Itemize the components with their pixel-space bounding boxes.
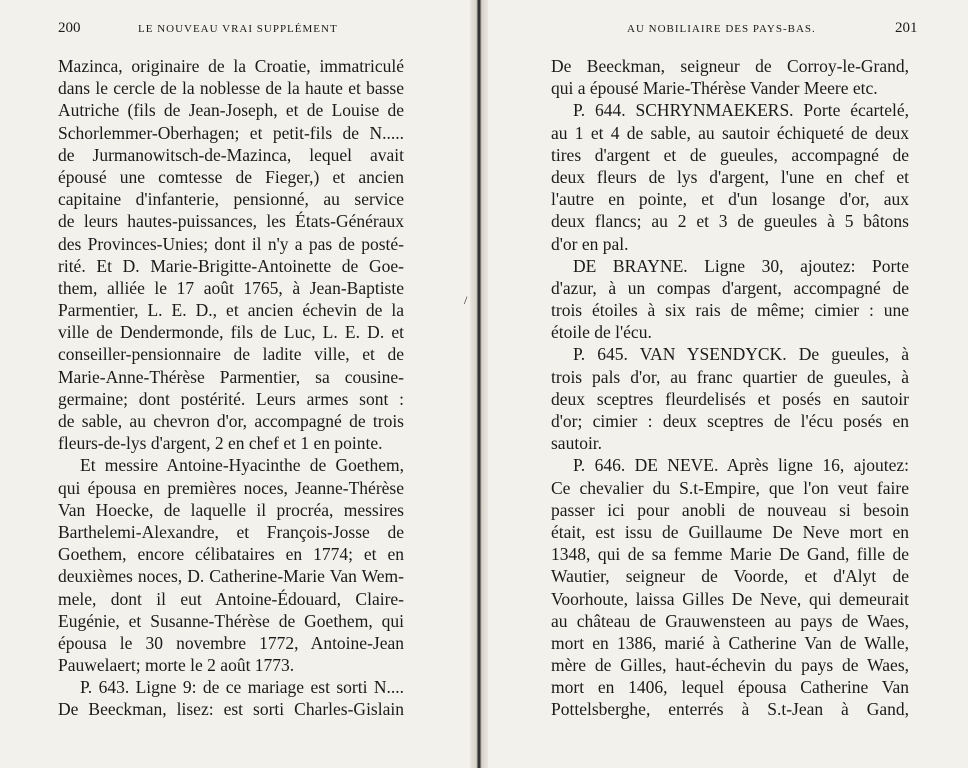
left-running-head: LE NOUVEAU VRAI SUPPLÉMENT [138,23,338,35]
text-line: des Provinces-Unies; dont il n'y a pas de posté- [58,233,404,254]
text-line: Goethem, encore célibataires en 1774; et en [58,544,404,565]
text-line: 1348, qui de sa femme Marie De Gand, fille de [551,544,909,565]
left-page [0,0,470,768]
text-line: capitaine d'infanterie, pensionné, au service [58,189,404,210]
text-line: them, alliée le 17 août 1765, à Jean-Baptiste [58,277,404,298]
text-line: deux flancs; au 2 et 3 de gueules à 5 bâtons [551,211,909,232]
text-line: d'or en pal. [551,233,629,254]
text-line: fleurs-de-lys d'argent, 2 en chef et 1 en pointe. [58,433,383,454]
text-line: passer ici pour anobli de nouveau si besoin [551,499,909,520]
text-line: rité. Et D. Marie-Brigitte-Antoinette de Goe- [58,255,404,276]
text-line: Barthelemi-Alexandre, et François-Josse de [58,521,404,542]
text-line: deux fleurs de lys d'argent, l'une en chef et [551,166,909,187]
text-line: au château de Grauwensteen au pays de Waes, [551,610,909,631]
text-line: germaine; dont postérité. Leurs armes sont : [58,388,404,409]
text-line: ville de Dendermonde, fils de Luc, L. E. D. et [58,322,404,343]
right-page-number: 201 [895,20,918,36]
gutter-mark: / [464,293,468,307]
text-line: qui a épousé Marie-Thérèse Vander Meere etc. [551,78,878,99]
text-line: Eugénie, et Susanne-Thérèse de Goethem, qui [58,610,404,631]
book-gutter [470,0,488,768]
text-line: épousa le 30 novembre 1772, Antoine-Jean [58,632,404,653]
text-line: dans le cercle de la noblesse de la haute et basse [58,78,404,99]
text-line: sautoir. [551,433,603,454]
right-page-body [551,55,909,721]
text-line: de sable, au chevron d'or, accompagné de trois [58,411,404,431]
text-line: deux sceptres fleurdelisés et posés en sautoir [551,388,909,409]
text-line: Mazinca, originaire de la Croatie, immatriculé [58,56,404,76]
text-line: Autriche (fils de Jean-Joseph, et de Louise de [58,100,404,121]
text-line: Voorhoute, laissa Gilles De Neve, qui demeurait [551,588,909,609]
text-line: l'autre en pointe, et d'un losange d'or, aux [551,189,909,210]
text-line: mort en 1386, marié à Catherine Van de Walle, [551,632,909,653]
text-line: P. 645. VAN YSENDYCK. De gueules, à [573,344,909,365]
text-line: Ce chevalier du S.t-Empire, que l'on veut faire [551,477,909,498]
text-line: Schorlemmer-Oberhagen; et petit-fils de N..... [58,122,404,143]
text-line: P. 643. Ligne 9: de ce mariage est sorti N.... [80,677,404,698]
text-line: Parmentier, L. E. D., et ancien échevin de la [58,300,404,321]
text-line: trois étoiles à six rais de même; cimier : une [551,300,909,321]
text-line: De Beeckman, lisez: est sorti Charles-Gislain [58,699,404,720]
text-line: était, est issu de Guillaume De Neve mort en [551,521,909,542]
text-line: Pauwelaert; morte le 2 août 1773. [58,655,295,676]
text-line: étoile de l'écu. [551,322,652,343]
text-line: mele, dont il eut Antoine-Édouard, Claire- [58,588,404,609]
text-line: de leurs hautes-puissances, les États-Généraux [58,211,404,232]
text-line: qui épousa en premières noces, Jeanne-Thérèse [58,477,404,498]
text-line: Van Hoecke, de laquelle il procréa, messires [58,499,404,520]
text-line: de Jurmanowitsch-de-Mazinca, lequel avait [58,144,404,165]
text-line: tires d'argent et de gueules, accompagné de [551,144,909,165]
text-line: De Beeckman, seigneur de Corroy-le-Grand, [551,56,909,76]
text-line: conseiller-pensionnaire de ladite ville, et de [58,344,404,365]
text-line: Marie-Anne-Thérèse Parmentier, sa cousine- [58,366,404,387]
text-line: au 1 et 4 de sable, au sautoir échiqueté de deux [551,122,909,143]
left-page-body [58,55,404,721]
text-line: trois pals d'or, au franc quartier de gueules, à [551,366,909,387]
text-line: DE BRAYNE. Ligne 30, ajoutez: Porte [573,255,909,276]
text-line: d'or; cimier : deux sceptres de l'écu posés en [551,411,909,431]
text-line: épousé une comtesse de Fieger,) et ancien [58,166,404,187]
text-line: Et messire Antoine-Hyacinthe de Goethem, [80,455,404,476]
text-line: mère de Gilles, haut-échevin du pays de Waes, [551,655,909,676]
text-line: P. 646. DE NEVE. Après ligne 16, ajoutez: [573,455,909,476]
text-line: Wautier, seigneur de Voorde, et d'Alyt de [551,566,909,587]
text-line: mort en 1406, lequel épousa Catherine Van [551,677,909,698]
text-line: deuxièmes noces, D. Catherine-Marie Van Wem- [58,566,404,587]
right-running-head: AU NOBILIAIRE DES PAYS-BAS. [627,23,816,35]
right-page [488,0,968,768]
text-line: d'azur, à un compas d'argent, accompagné de [551,277,909,298]
text-line: P. 644. SCHRYNMAEKERS. Porte écartelé, [573,100,909,121]
text-line: Pottelsberghe, enterrés à S.t-Jean à Gand, [551,699,909,720]
left-page-number: 200 [58,20,81,36]
